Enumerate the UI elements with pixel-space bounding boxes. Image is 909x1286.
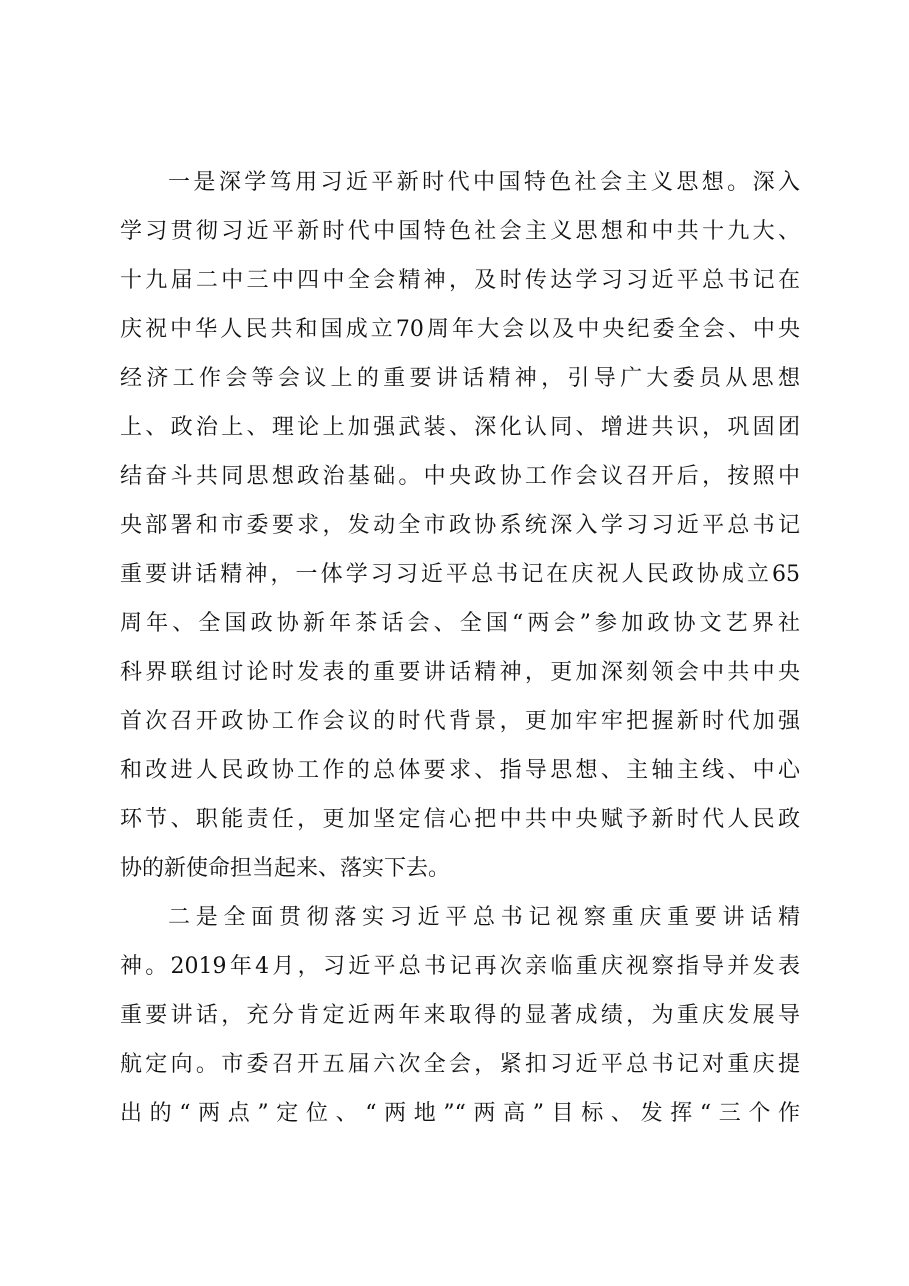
text-line: 首次召开政协工作会议的时代背景，更加牢牢把握新时代加强 [120, 709, 800, 734]
text-line: 结奋斗共同思想政治基础。中央政协工作会议召开后，按照中 [120, 464, 800, 489]
paragraph-2 [120, 893, 800, 1138]
text-line: 央部署和市委要求，发动全市政协系统深入学习习近平总书记 [120, 513, 800, 538]
text-line: 协的新使命担当起来、落实下去。 [120, 856, 451, 881]
text-line: 环节、职能责任，更加坚定信心把中共中央赋予新时代人民政 [120, 807, 800, 832]
text-line: 航定向。市委召开五届六次全会，紧扣习近平总书记对重庆提 [120, 1052, 800, 1077]
paragraph-1 [120, 158, 800, 893]
text-line: 二是全面贯彻落实习近平总书记视察重庆重要讲话精 [168, 905, 800, 930]
text-line: 学习贯彻习近平新时代中国特色社会主义思想和中共十九大、 [120, 219, 800, 244]
document-body [120, 158, 800, 1138]
text-line: 一是深学笃用习近平新时代中国特色社会主义思想。深入 [168, 170, 800, 195]
text-line: 上、政治上、理论上加强武装、深化认同、增进共识，巩固团 [120, 415, 800, 440]
text-line: 和改进人民政协工作的总体要求、指导思想、主轴主线、中心 [120, 758, 800, 783]
text-line: 周年、全国政协新年茶话会、全国“两会”参加政协文艺界社 [120, 611, 800, 636]
text-line: 十九届二中三中四中全会精神，及时传达学习习近平总书记在 [120, 268, 800, 293]
text-line: 重要讲话精神，一体学习习近平总书记在庆祝人民政协成立65 [120, 562, 800, 587]
text-line: 重要讲话，充分肯定近两年来取得的显著成绩，为重庆发展导 [120, 1003, 800, 1028]
text-line: 经济工作会等会议上的重要讲话精神，引导广大委员从思想 [120, 366, 800, 391]
text-line: 神。2019年4月，习近平总书记再次亲临重庆视察指导并发表 [120, 954, 800, 979]
text-line: 出的“两点”定位、“两地”“两高”目标、发挥“三个作 [120, 1101, 800, 1126]
text-line: 庆祝中华人民共和国成立70周年大会以及中央纪委全会、中央 [120, 317, 800, 342]
text-line: 科界联组讨论时发表的重要讲话精神，更加深刻领会中共中央 [120, 660, 800, 685]
